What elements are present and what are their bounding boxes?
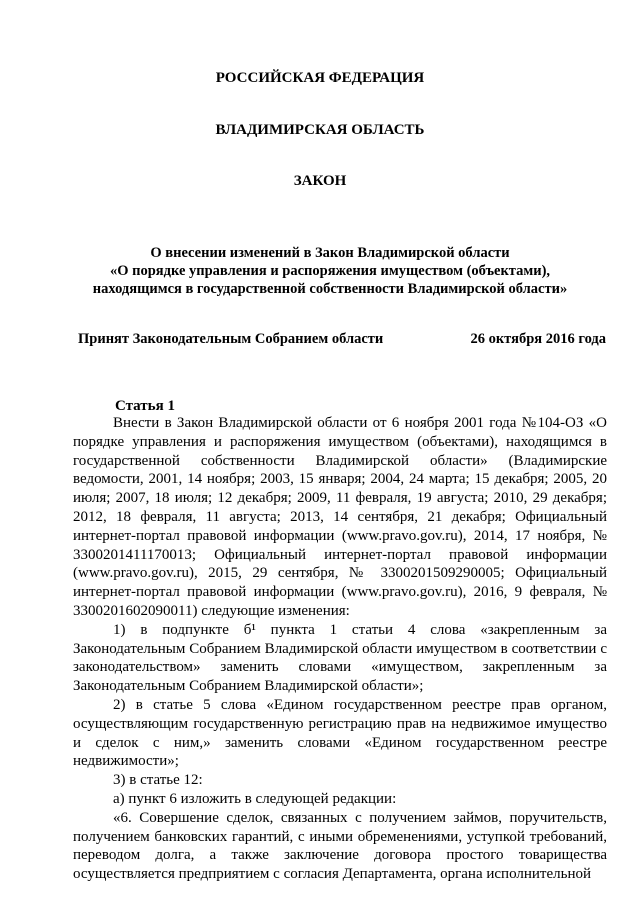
region-heading: ВЛАДИМИРСКАЯ ОБЛАСТЬ (215, 122, 425, 138)
subject-line-3: находящимся в государственной собственности Владимирской области» (92, 281, 568, 297)
article-intro: Внести в Закон Владимирской области от 6 ноября 2001 года №104-ОЗ «О порядке управления и распоряжения имуществом (объектами), находящимся в государственной собственности Владимирской области» (Владимирские ведомости, 2001, 14 ноября; 2003, 15 января; 2004, 24 марта; 15 декабря; 2005, 20 июля; 2007, 18 июля; 12 декабря; 2009, 11 февраля, 19 августа; 2010, 29 декабря; 2012, 18 февраля, 11 августа; 2013, 14 сентября, 21 декабря; Официальный интернет-портал правовой информации (www.pravo.gov.ru), 2014, 17 ноября, № 3300201411170013; Официальный интернет-портал правовой информации (www.pravo.gov.ru), 2015, 29 сентября, № 3300201509290005; Официальный интернет-портал правовой информации (www.pravo.gov.ru), 2016, 9 февраля, № 3300201602090011) следующие изменения: (73, 415, 607, 619)
country-heading: РОССИЙСКАЯ ФЕДЕРАЦИЯ (215, 70, 425, 86)
amendment-item-3a: а) пункт 6 изложить в следующей редакции: (113, 790, 397, 807)
adoption-date: 26 октября 2016 года (470, 331, 606, 347)
law-subject (60, 244, 600, 298)
amendment-item-2: 2) в статье 5 слова «Едином государственном реестре прав органом, осуществляющим государственную регистрацию прав на недвижимое имущество и сделок с ним,» заменить словами «Едином государственном реестре недвижимости»; (73, 696, 607, 770)
new-clause-text: «6. Совершение сделок, связанных с получением займов, поручительств, получением банковских гарантий, с иными обременениями, уступкой требований, переводом долга, а также заключение договора простого товарищества осуществляется предприятием с согласия Департамента, органа исполнительной (73, 809, 607, 883)
article-body (73, 414, 607, 884)
subject-line-2: «О порядке управления и распоряжения имуществом (объектами), (109, 263, 551, 279)
doc-type-heading: ЗАКОН (293, 173, 347, 189)
subject-line-1: О внесении изменений в Закон Владимирской области (150, 245, 510, 261)
amendment-item-3: 3) в статье 12: (113, 772, 203, 789)
adopted-by: Принят Законодательным Собранием области (78, 331, 384, 347)
adoption-line (78, 331, 606, 348)
amendment-item-1: 1) в подпункте б¹ пункта 1 статьи 4 слова «закрепленным за Законодательным Собранием Владимирской области имуществом в соответствии с законодательством» заменить словами «имуществом, закрепленным за Законодательным Собранием Владимирской области»; (73, 621, 607, 695)
article-heading: Статья 1 (115, 398, 175, 414)
